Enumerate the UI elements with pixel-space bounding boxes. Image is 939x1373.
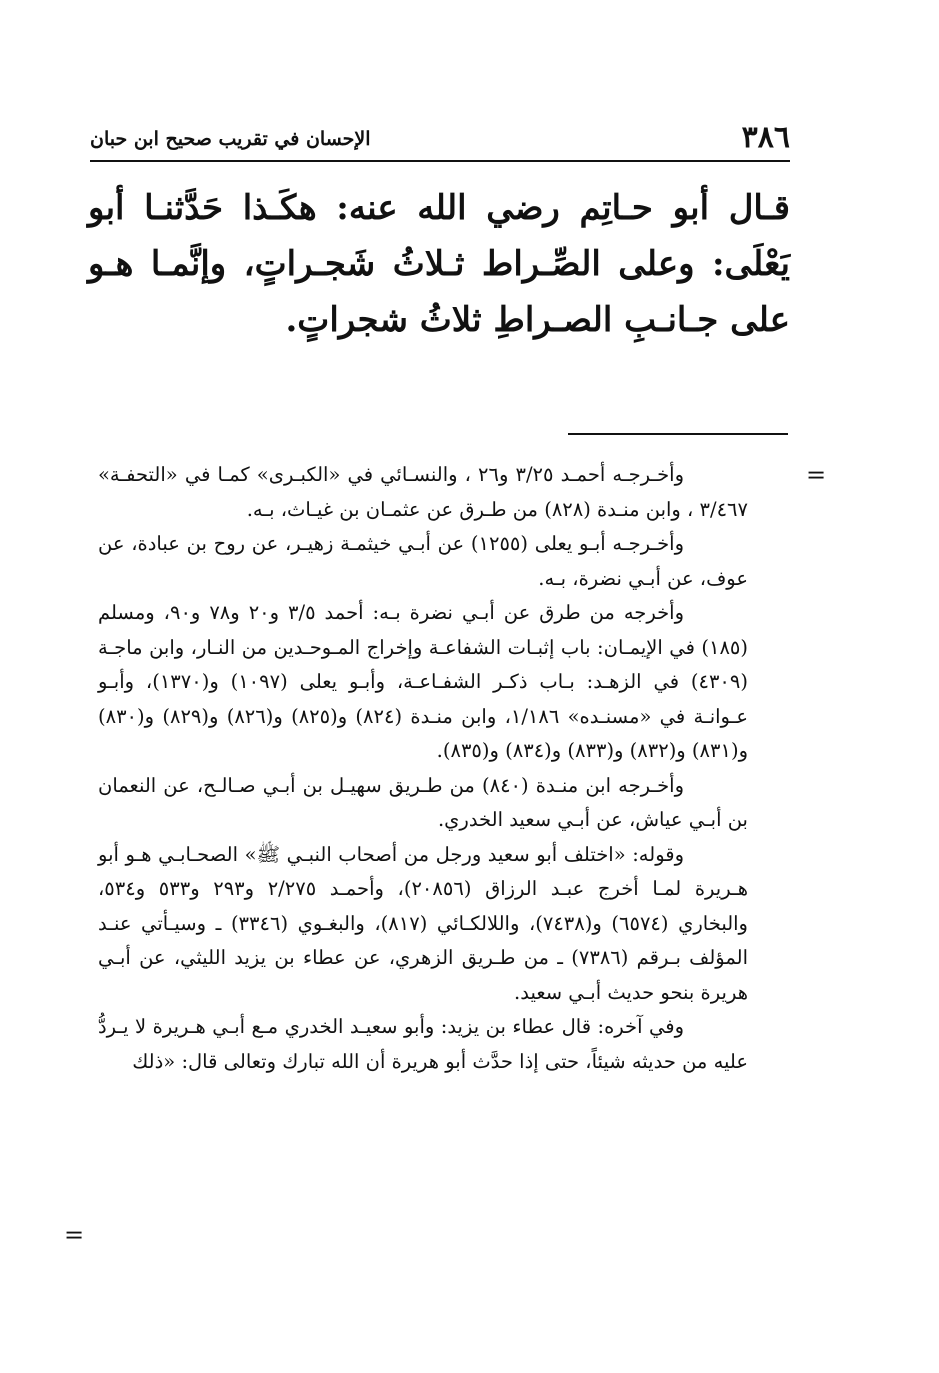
page-header [90,118,790,158]
footnote-paragraph: وأخـرجـه أحمـد ٣/٢٥ و٢٦ ، والنسـائي في «الكبـرى» كمـا في «التحفـة» ٣/٤٦٧ ، وابن منـدة (٨٢٨) من طـرق عن عثمـان بن غيـاث، بـه. [98,463,748,521]
running-title: الإحسان في تقريب صحيح ابن حبان [90,128,371,150]
footnote-continuation-mark-start: = [806,461,827,489]
footnote-paragraph: وقوله: «اختلف أبو سعيد ورجل من أصحاب النبـي ﷺ» الصحـابـي هـو أبو هـريرة لمـا أخرج عبـد الرزاق (٢٠٨٥٦)، وأحمـد ٢/٢٧٥ و٢٩٣ و٥٣٣ و٥٣٤، والبخاري (٦٥٧٤) و(٧٤٣٨)، واللالكـائي (٨١٧)، والبغـوي (٣٣٤٦) ـ وسيـأتي عنـد المؤلف بـرقم (٧٣٨٦) ـ من طـريق الزهري، عن عطاء بن يزيد الليثي، عن أبـي هريرة بنحو حديث أبـي سعيد. [98,842,748,1004]
main-text: قـال أبو حـاتِم رضي الله عنه: هكَـذا حَدَّثنـا أبو يَعْلَى: وعلى الصِّـراط ثـلاثُ شَجـراتٍ، وإنَّمـا هـو على جـانـبِ الصـراطِ ثلاثُ شجراتٍ. [88,188,790,340]
footnotes [98,458,748,1079]
footnote-continuation-mark-end: = [64,1221,85,1249]
footnote-paragraph: وأخـرجـه أبـو يعلى (١٢٥٥) عن أبـي خيثمـة زهيـر، عن روح بن عبادة، عن عوف، عن أبـي نضرة، بـه. [98,532,748,590]
page-number: ٣٨٦ [741,120,790,155]
footnote-paragraph: وأخـرجه ابن منـدة (٨٤٠) من طـريق سهيـل بن أبـي صـالـح، عن النعمان بن أبـي عياش، عن أبـي سعيد الخدري. [98,773,748,831]
footnote-paragraph: وفي آخره: قال عطاء بن يزيد: وأبو سعيـد الخدري مـع أبـي هـريرة لا يـردُّ عليه من حديثه شيئاً، حتى إذا حدَّث أبو هريرة أن الله تبارك وتعالى قال: «ذلك [98,1015,748,1073]
footnote-paragraph: وأخرجه من طرق عن أبـي نضرة بـه: أحمد ٣/٥ و٢٠ و٧٨ و٩٠، ومسلم (١٨٥) في الإيمـان: باب إثبـات الشفاعـة وإخراج المـوحـدين من النـار، وابن ماجـة (٤٣٠٩) في الزهـد: بـاب ذكـر الشفـاعـة، وأبـو يعلى (١٠٩٧) و(١٣٧٠)، وأبـو عـوانـة في «مسنـده» ١/١٨٦، وابن منـدة (٨٢٤) و(٨٢٥) و(٨٢٦) و(٨٢٩) و(٨٣٠) و(٨٣١) و(٨٣٢) و(٨٣٣) و(٨٣٤) و(٨٣٥). [98,601,748,762]
header-rule [90,160,790,162]
footnote-separator [568,433,788,435]
